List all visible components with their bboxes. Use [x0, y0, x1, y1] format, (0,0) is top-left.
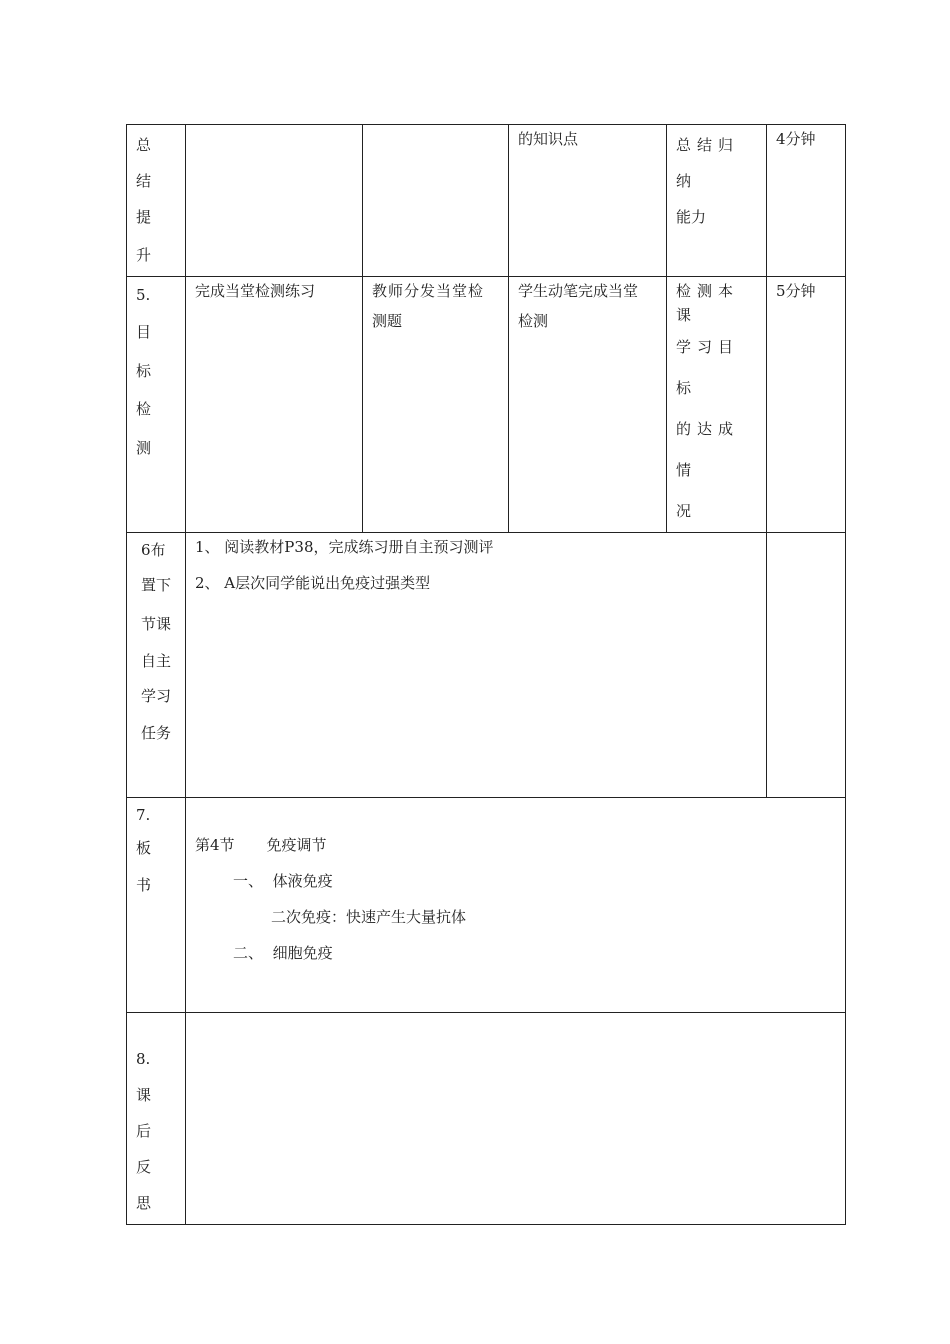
lesson-plan-table: [126, 124, 846, 1225]
table-row: [127, 277, 846, 533]
stage-label: 书: [136, 876, 152, 894]
content-cell: [186, 277, 363, 533]
stage-label: 6布: [141, 541, 166, 559]
stage-cell: [127, 277, 186, 533]
section-title: 免疫调节: [266, 836, 327, 854]
purpose-text: 总结归纳: [676, 136, 740, 190]
board-point: [195, 899, 837, 935]
stage-label: 任务: [141, 724, 172, 742]
point-marker: 一、: [233, 872, 264, 890]
teacher-text: 测题: [372, 312, 403, 330]
stage-label: 后: [136, 1122, 152, 1140]
student-text: 的知识点: [518, 130, 579, 148]
section-number: 第4节: [195, 836, 235, 854]
board-point: [195, 863, 837, 899]
teacher-text: 教师分发当堂检: [372, 282, 485, 300]
point-marker: 二、: [233, 944, 264, 962]
purpose-cell: [667, 125, 767, 277]
stage-label: 思: [136, 1194, 152, 1212]
reflection-cell: [186, 1013, 846, 1225]
content-text: 完成当堂检测练习: [195, 282, 316, 300]
stage-label: 测: [136, 439, 152, 457]
student-cell: [509, 125, 667, 277]
stage-label: 提: [136, 208, 152, 226]
stage-cell: [127, 798, 186, 1013]
stage-label: 检: [136, 400, 152, 418]
stage-label: 升: [136, 246, 152, 264]
purpose-text: 学习目标: [676, 338, 740, 397]
purpose-text: 检测本课: [676, 282, 740, 324]
reflection-text: [186, 1013, 845, 1017]
stage-label: 5.: [136, 286, 151, 304]
stage-label: 7.: [136, 806, 151, 824]
purpose-text: 的达成情: [676, 420, 740, 479]
homework-item: 2、 A层次同学能说出免疫过强类型: [195, 574, 431, 592]
stage-label: 反: [136, 1158, 152, 1176]
content-cell: [186, 125, 363, 277]
teacher-cell: [363, 277, 509, 533]
stage-label: 总: [136, 136, 152, 154]
time-cell: [767, 277, 846, 533]
student-cell: [509, 277, 667, 533]
time-text: 4分钟: [776, 130, 816, 148]
content-text: [186, 125, 362, 129]
board-cell: [186, 798, 846, 1013]
purpose-text: 能力: [676, 208, 707, 226]
point-text: 二次免疫：快速产生大量抗体: [271, 908, 467, 926]
point-text: 细胞免疫: [272, 944, 333, 962]
board-heading: [195, 827, 837, 863]
table-row: [127, 1013, 846, 1225]
point-text: 体液免疫: [272, 872, 333, 890]
homework-item: 1、 阅读教材P38，完成练习册自主预习测评: [195, 538, 494, 556]
stage-label: 板: [136, 839, 152, 857]
time-text: 5分钟: [776, 282, 816, 300]
purpose-cell: [667, 277, 767, 533]
stage-label: 节课: [141, 615, 172, 633]
purpose-text: 况: [676, 502, 692, 520]
teacher-cell: [363, 125, 509, 277]
time-cell: [767, 125, 846, 277]
stage-label: 自主: [141, 652, 172, 670]
student-text: 检测: [518, 312, 549, 330]
student-text: 学生动笔完成当堂: [518, 282, 639, 300]
stage-label: 学习: [141, 687, 172, 705]
stage-label: 8.: [136, 1050, 151, 1068]
table-row: [127, 533, 846, 798]
homework-cell: [186, 533, 767, 798]
table-row: [127, 125, 846, 277]
stage-label: 标: [136, 362, 152, 380]
table-row: [127, 798, 846, 1013]
stage-label: 课: [136, 1086, 152, 1104]
stage-cell: [127, 1013, 186, 1225]
teacher-text: [363, 125, 508, 129]
stage-label: 结: [136, 172, 152, 190]
empty-cell: [767, 533, 846, 798]
stage-cell: [127, 533, 186, 798]
stage-cell: [127, 125, 186, 277]
stage-label: 目: [136, 323, 152, 341]
stage-label: 置下: [141, 576, 172, 594]
board-point: [195, 935, 837, 971]
